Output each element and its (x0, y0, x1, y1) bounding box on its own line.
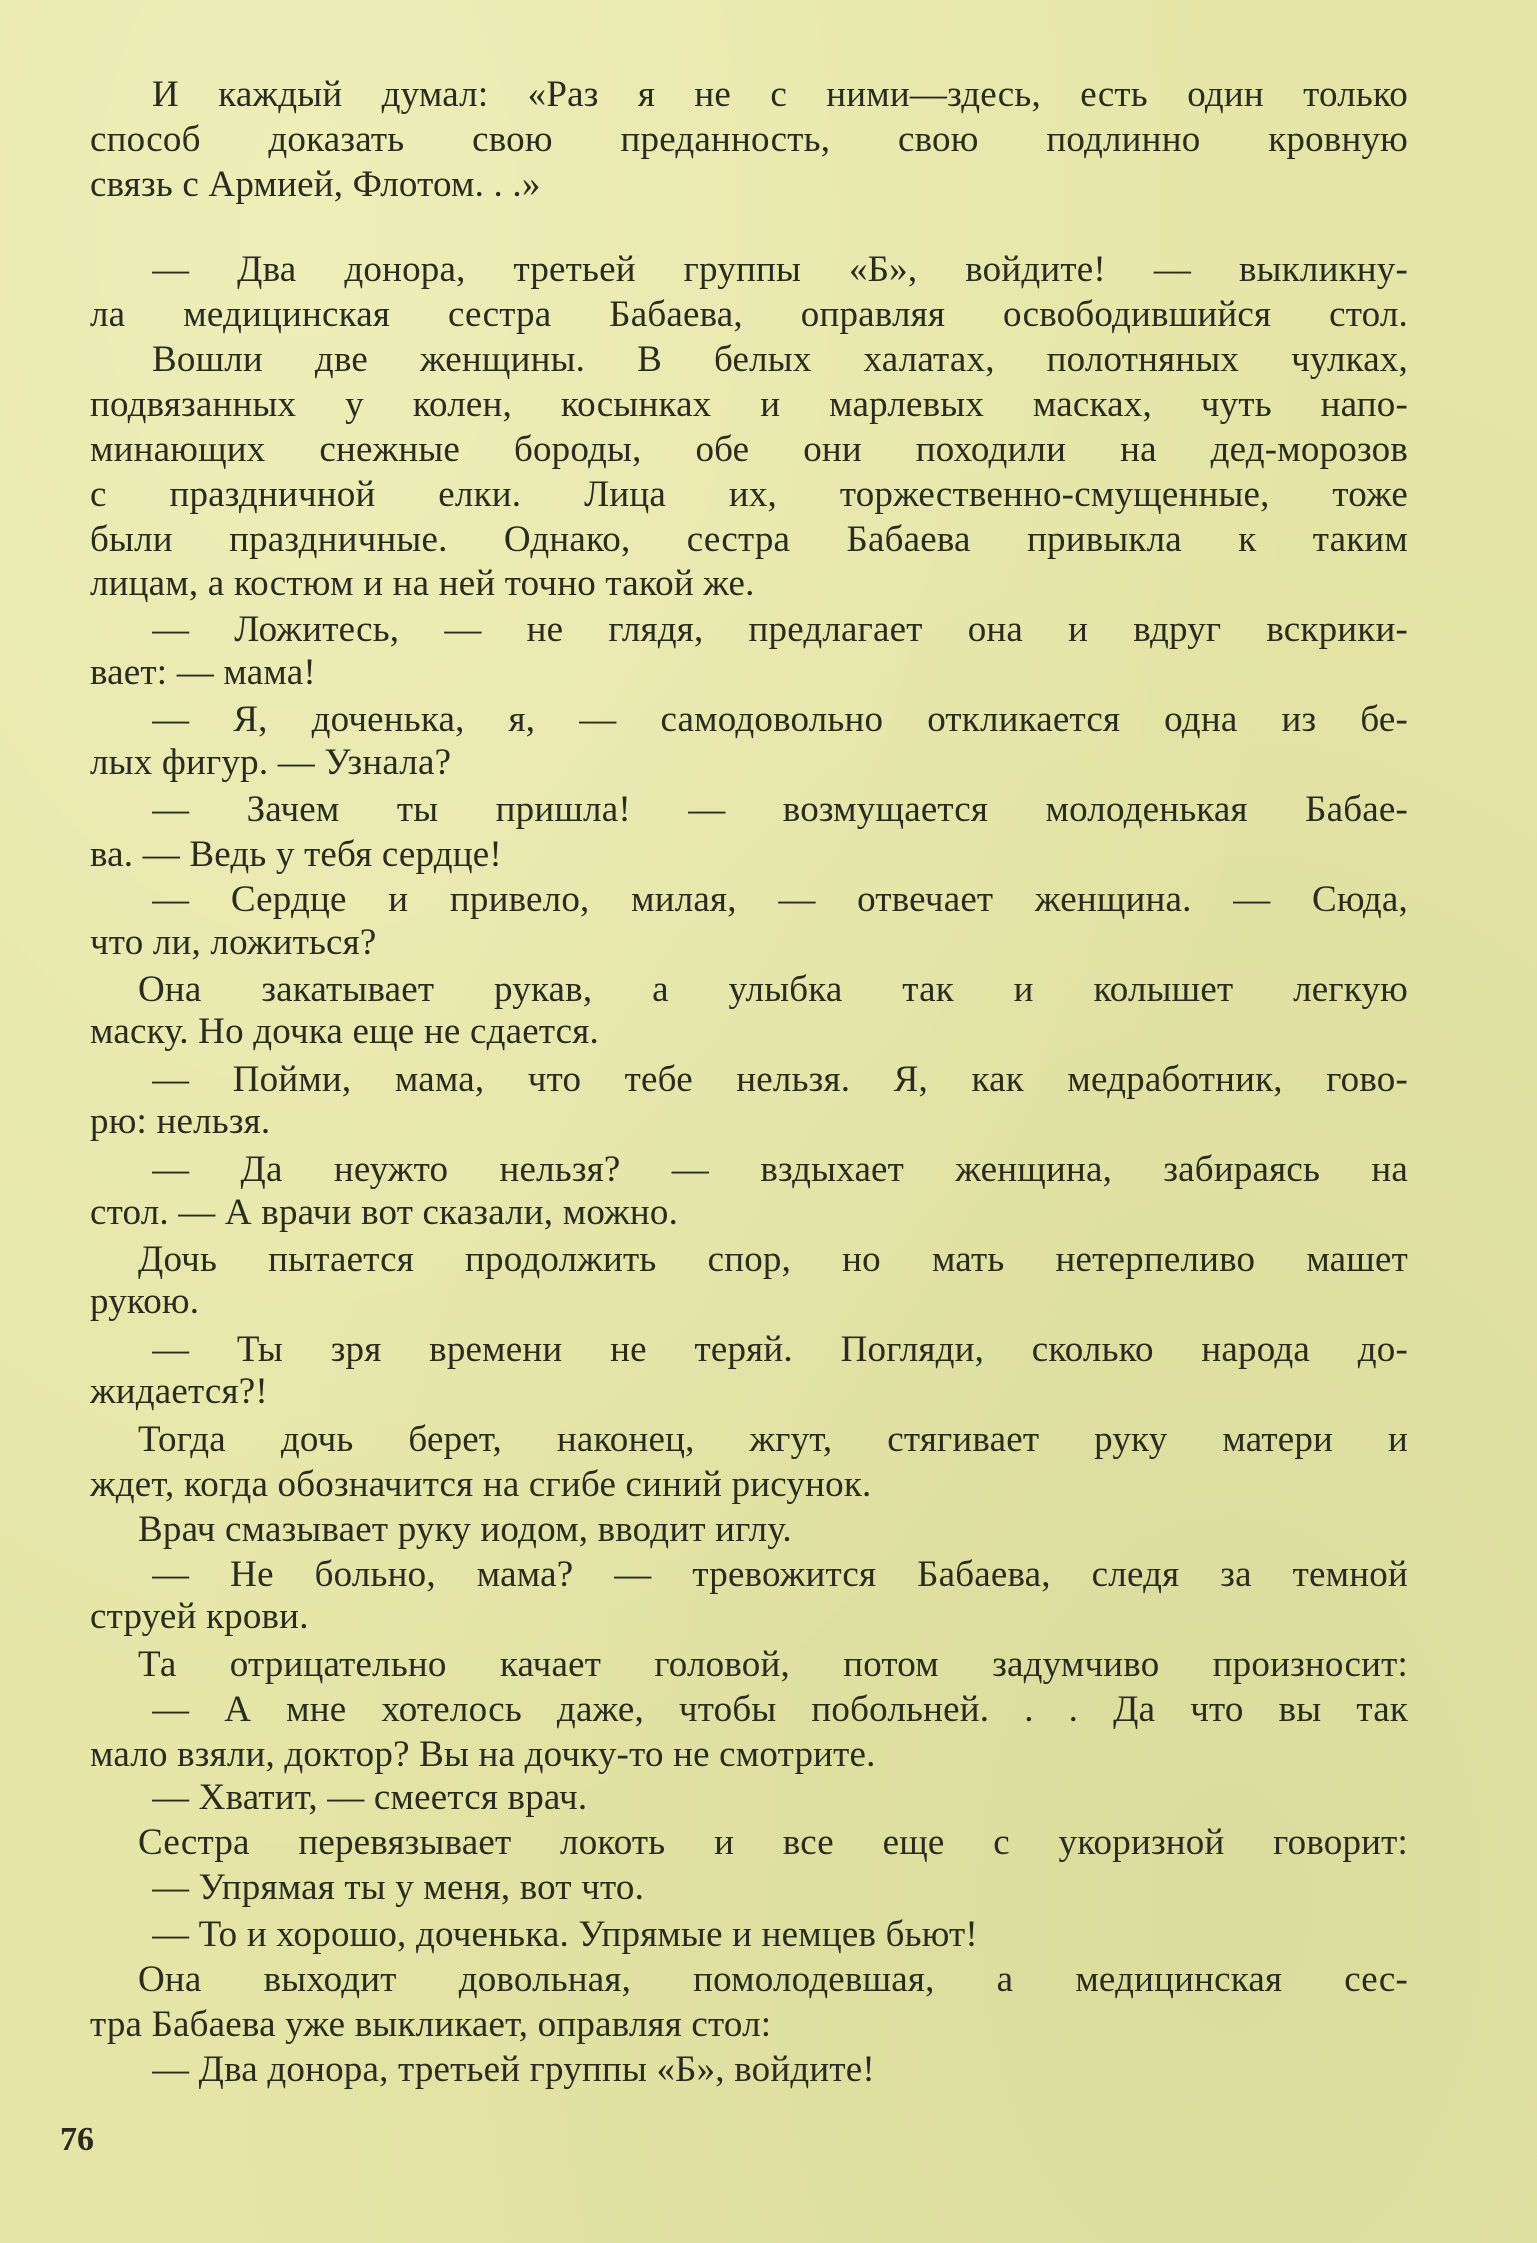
text-line: подвязанных у колен, косынках и марлевых масках, чуть напо- (90, 384, 1408, 425)
text-line: — Два донора, третьей группы «Б», войдите! — выкликну- (152, 249, 1408, 290)
text-line: — Ложитесь, — не глядя, предлагает она и вдруг вскрики- (152, 609, 1408, 650)
text-line: Вошли две женщины. В белых халатах, полотняных чулках, (152, 339, 1408, 380)
text-line: лицам, а костюм и на ней точно такой же. (90, 563, 755, 604)
text-line: — Упрямая ты у меня, вот что. (152, 1867, 645, 1908)
text-line: минающих снежные бороды, обе они походили на дед-морозов (90, 429, 1408, 470)
text-line: — Зачем ты пришла! — возмущается молоденькая Бабае- (152, 789, 1408, 830)
text-line: Врач смазывает руку иодом, вводит иглу. (138, 1509, 792, 1550)
text-line: — Я, доченька, я, — самодовольно откликается одна из бе- (152, 699, 1408, 740)
text-line: Та отрицательно качает головой, потом задумчиво произносит: (138, 1644, 1408, 1685)
text-line: Тогда дочь берет, наконец, жгут, стягивает руку матери и (138, 1419, 1408, 1460)
text-line: с праздничной елки. Лица их, торжественно-смущенные, тоже (90, 474, 1408, 515)
text-line: ва. — Ведь у тебя сердце! (90, 834, 502, 875)
text-line: Она закатывает рукав, а улыбка так и колышет легкую (138, 969, 1408, 1010)
text-line: — Сердце и привело, милая, — отвечает женщина. — Сюда, (152, 879, 1408, 920)
text-line: жидается?! (90, 1371, 268, 1412)
text-line: способ доказать свою преданность, свою подлинно кровную (90, 119, 1408, 160)
text-line: рукою. (90, 1281, 200, 1322)
page-number: 76 (60, 2121, 94, 2158)
text-line: лых фигур. — Узнала? (90, 742, 452, 783)
text-line: — А мне хотелось даже, чтобы побольней. . . Да что вы так (152, 1689, 1408, 1730)
text-line: — Два донора, третьей группы «Б», войдите! (152, 2049, 875, 2090)
text-line: тра Бабаева уже выкликает, оправляя стол: (90, 2004, 772, 2045)
text-line: были праздничные. Однако, сестра Бабаева привыкла к таким (90, 519, 1408, 560)
text-line: — Ты зря времени не теряй. Погляди, сколько народа до- (152, 1329, 1408, 1370)
text-line: рю: нельзя. (90, 1101, 271, 1142)
text-line: связь с Армией, Флотом. . .» (90, 164, 541, 205)
text-line: И каждый думал: «Раз я не с ними—здесь, есть один только (152, 74, 1408, 115)
text-line: что ли, ложиться? (90, 922, 377, 963)
text-line: мало взяли, доктор? Вы на дочку-то не смотрите. (90, 1734, 876, 1775)
text-line: Сестра перевязывает локоть и все еще с укоризной говорит: (138, 1822, 1408, 1863)
text-line: Она выходит довольная, помолодевшая, а медицинская сес- (138, 1959, 1408, 2000)
text-line: стол. — А врачи вот сказали, можно. (90, 1192, 679, 1233)
text-line: — Пойми, мама, что тебе нельзя. Я, как медработник, гово- (152, 1059, 1408, 1100)
text-line: — Да неужто нельзя? — вздыхает женщина, забираясь на (152, 1149, 1408, 1190)
text-line: ла медицинская сестра Бабаева, оправляя освободившийся стол. (90, 294, 1408, 335)
text-line: ждет, когда обозначится на сгибе синий рисунок. (90, 1464, 872, 1505)
text-line: Дочь пытается продолжить спор, но мать нетерпеливо машет (138, 1239, 1408, 1280)
text-line: — То и хорошо, доченька. Упрямые и немцев бьют! (152, 1914, 978, 1955)
text-line: — Не больно, мама? — тревожится Бабаева, следя за темной (152, 1554, 1408, 1595)
text-line: — Хватит, — смеется врач. (152, 1777, 588, 1818)
text-line: вает: — мама! (90, 652, 316, 693)
text-line: маску. Но дочка еще не сдается. (90, 1011, 599, 1052)
text-line: струей крови. (90, 1596, 309, 1637)
